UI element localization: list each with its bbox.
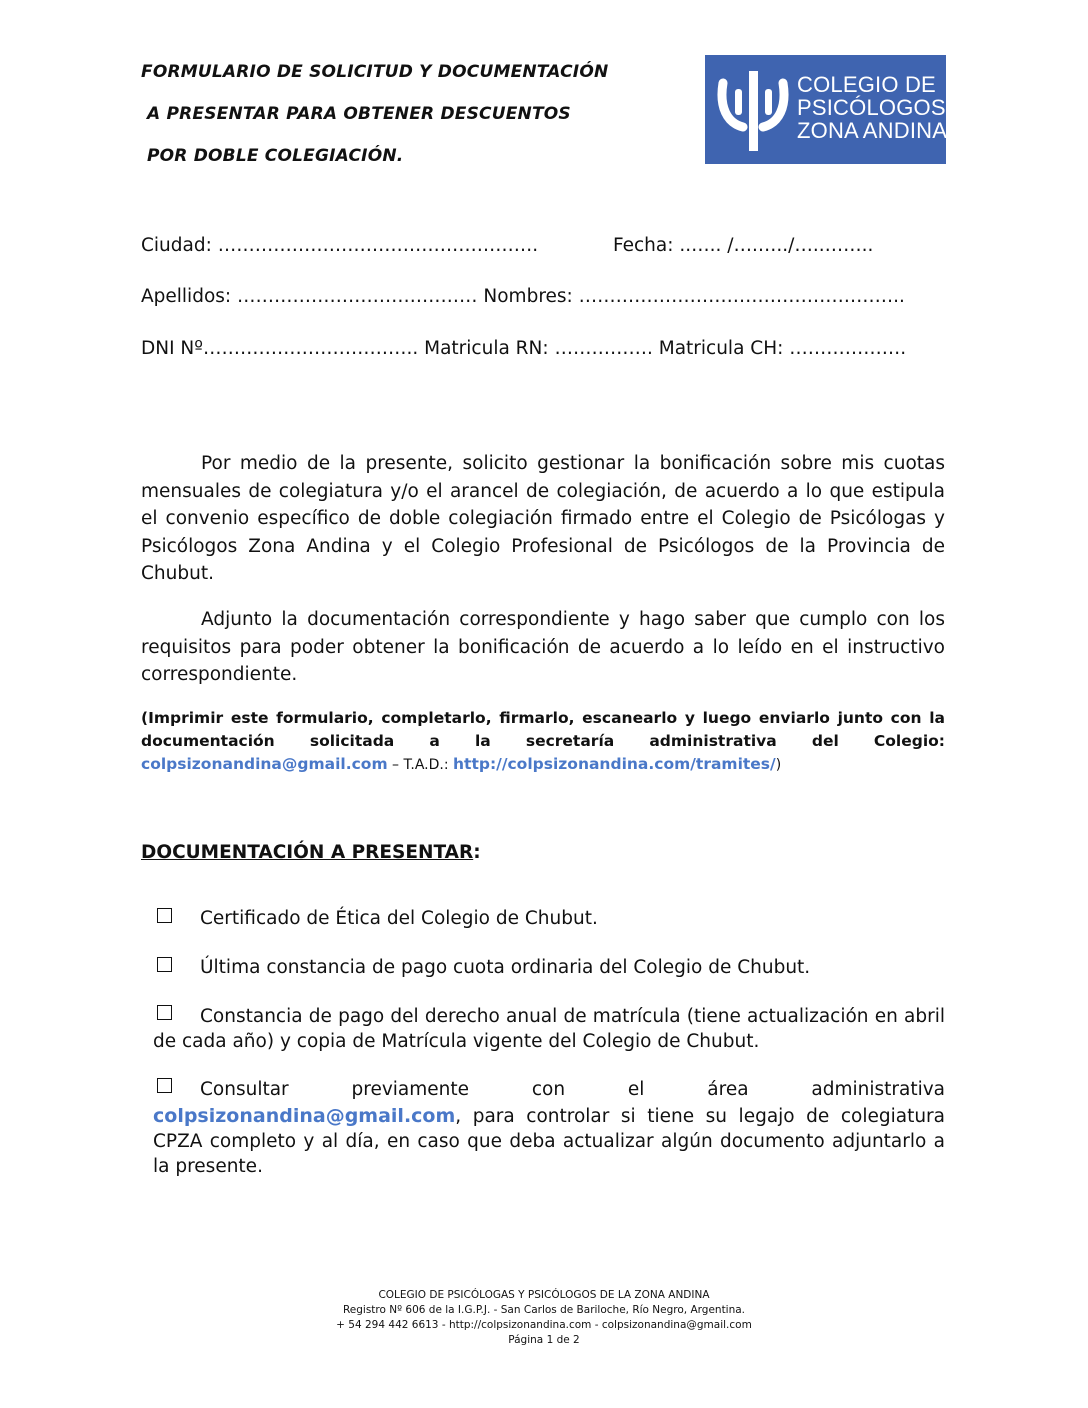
note-close: ) — [775, 757, 782, 773]
logo-text-line-3: ZONA ANDINA — [797, 118, 948, 143]
doc-item-2: Última constancia de pago cuota ordinaria del Colegio de Chubut. — [200, 957, 811, 978]
doc-item-4-email-link[interactable]: colpsizonandina@gmail.com — [153, 1105, 456, 1127]
form-title-line-2: A PRESENTAR PARA OBTENER DESCUENTOS — [147, 104, 571, 124]
instructions-note — [141, 707, 945, 777]
ciudad-field[interactable]: Ciudad: ……………………………………………. — [141, 235, 539, 256]
apellidos-nombres-field[interactable]: Apellidos: ………………………………… Nombres: …………………………………………….. — [141, 286, 905, 307]
footer-line-1: COLEGIO DE PSICÓLOGAS Y PSICÓLOGOS DE LA ZONA ANDINA — [378, 1289, 710, 1301]
fecha-field[interactable]: Fecha: ..….. /….…../…..…….. — [613, 235, 874, 256]
note-email-link[interactable]: colpsizonandina@gmail.com — [141, 755, 388, 773]
form-title-line-1: FORMULARIO DE SOLICITUD Y DOCUMENTACIÓN — [141, 62, 609, 82]
checkbox-item-2[interactable] — [157, 957, 172, 972]
page-footer — [0, 1288, 1088, 1348]
doc-item-3: Constancia de pago del derecho anual de matrícula (tiene actualización en abril de cada año) y copia de Matrícula vigente del Colegio de Chubut. — [153, 1006, 945, 1052]
documentation-title — [141, 842, 481, 863]
college-logo — [705, 55, 946, 164]
dni-matricula-field[interactable]: DNI Nº…………………………….. Matricula RN: ……………. Matricula CH: ………………. — [141, 338, 907, 359]
paragraph-request: Por medio de la presente, solicito gestionar la bonificación sobre mis cuotas mensuales de colegiatura y/o el arancel de colegiación, de acuerdo a lo que estipula el convenio específico de doble colegiación firmado entre el Colegio de Psicólogas y Psicólogos Zona Andina y el Colegio Profesional de Psicólogos de la Provincia de Chubut. — [141, 453, 945, 584]
doc-item-1: Certificado de Ética del Colegio de Chubut. — [200, 908, 598, 929]
note-text: (Imprimir este formulario, completarlo, firmarlo, escanearlo y luego enviarlo junto con la documentación solicitada a la secretaría administrativa del Colegio: — [141, 709, 945, 750]
footer-page-number: Página 1 de 2 — [508, 1334, 580, 1346]
logo-text-line-1: COLEGIO DE — [797, 72, 936, 97]
doc-item-4-rest — [153, 1104, 945, 1179]
paragraph-attachment: Adjunto la documentación correspondiente y hago saber que cumplo con los requisitos para poder obtener la bonificación de acuerdo a lo leído en el instructivo correspondiente. — [141, 609, 945, 685]
note-tad-label: – T.A.D.: — [387, 757, 454, 773]
logo-text — [797, 73, 947, 142]
form-title-line-3: POR DOBLE COLEGIACIÓN. — [147, 146, 404, 166]
footer-line-2: Registro Nº 606 de la I.G.P.J. - San Carlos de Bariloche, Río Negro, Argentina. — [342, 1304, 746, 1316]
psi-symbol-icon — [717, 67, 797, 153]
logo-text-line-2: PSICÓLOGOS — [797, 95, 946, 120]
checkbox-item-1[interactable] — [157, 908, 172, 923]
note-url-link[interactable]: http://colpsizonandina.com/tramites/ — [453, 755, 776, 773]
documentation-title-text: DOCUMENTACIÓN A PRESENTAR — [141, 842, 474, 863]
documentation-title-colon: : — [473, 842, 481, 863]
footer-line-3: + 54 294 442 6613 - http://colpsizonandina.com - colpsizonandina@gmail.com — [336, 1319, 752, 1331]
doc-item-4-text: , para controlar si tiene su legajo de colegiatura CPZA completo y al día, en caso que deba actualizar algún documento adjuntarlo a la presente. — [153, 1106, 945, 1177]
doc-item-4-line-1: Consultar previamente con el área administrativa — [200, 1079, 945, 1100]
